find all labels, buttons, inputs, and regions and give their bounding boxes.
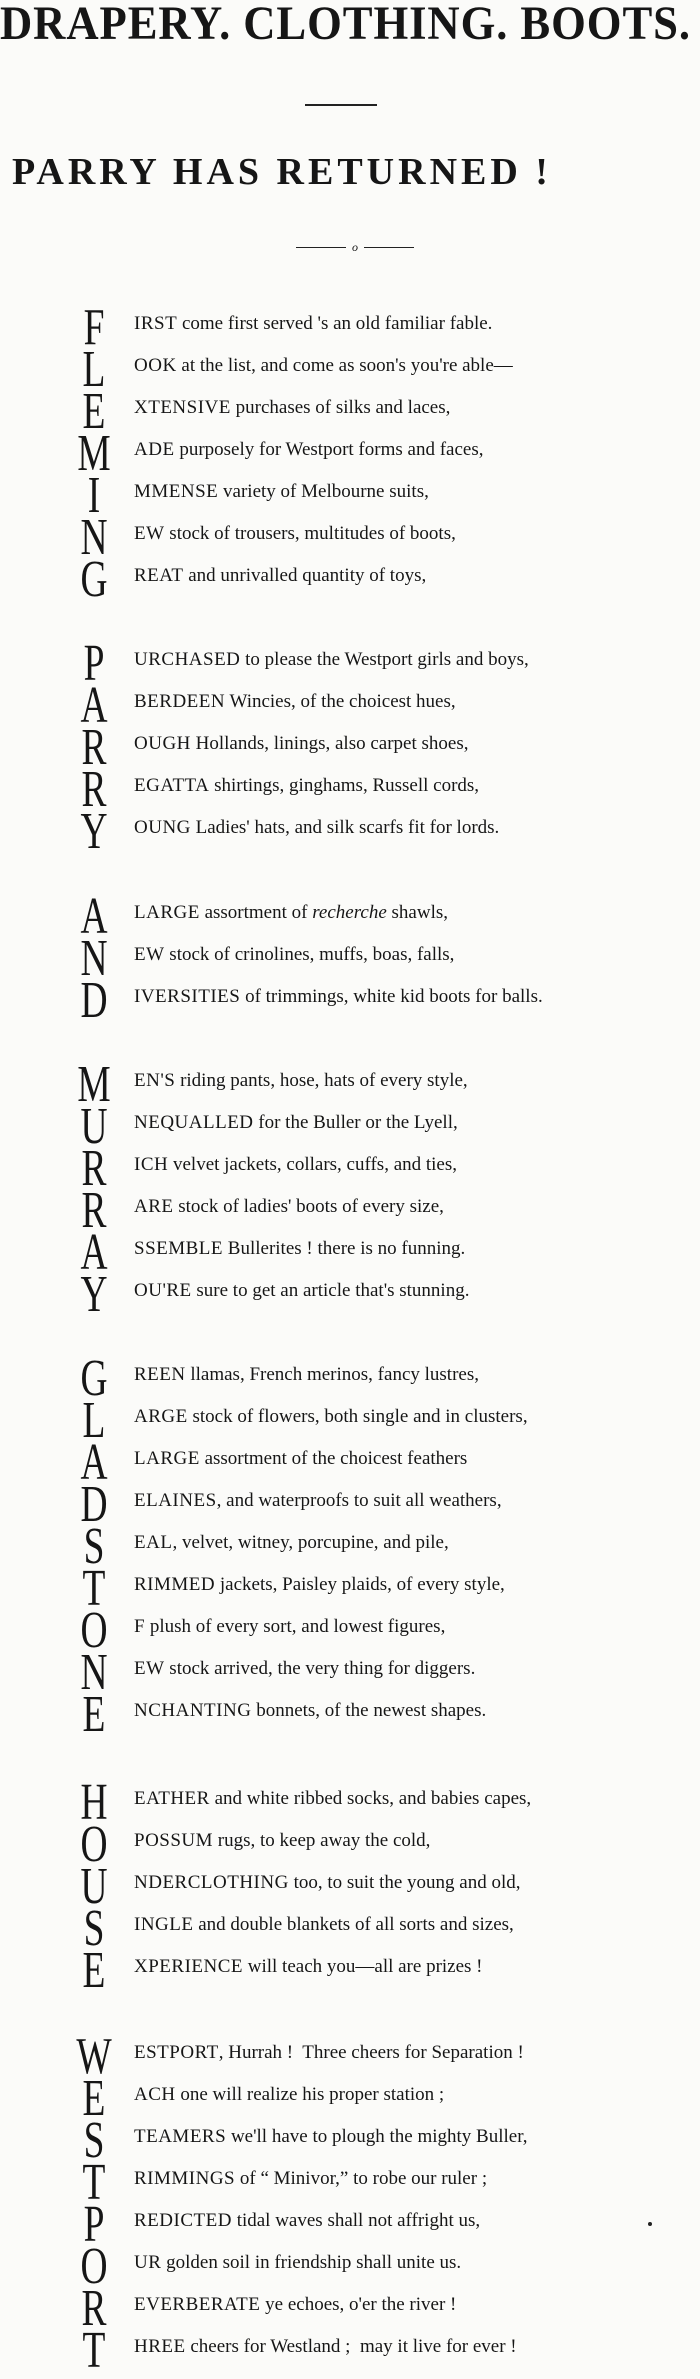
verse-rest: we'll have to plough the mighty Buller, — [226, 2126, 528, 2147]
verse-rest: assortment of the choicest feathers — [199, 1448, 468, 1469]
verse-line — [0, 2112, 700, 2169]
acrostic-initial: S — [83, 2112, 105, 2169]
verse-text — [134, 732, 694, 756]
verse-line — [0, 299, 700, 356]
verse-text — [134, 1237, 694, 1261]
acrostic-initial: T — [82, 2154, 106, 2211]
acrostic-initial: U — [80, 1858, 108, 1915]
verse-rest: , Hurrah ! Three cheers for Separation ! — [218, 2042, 524, 2063]
acrostic-initial: P — [83, 2196, 105, 2253]
verse-caps: UR — [134, 2252, 162, 2273]
verse-line — [0, 1434, 700, 1491]
verse-text — [134, 1615, 694, 1639]
verse-caps: NEQUALLED — [134, 1112, 254, 1133]
verse-rest: ye echoes, o'er the river ! — [260, 2294, 457, 2315]
verse-text — [134, 1699, 694, 1723]
verse-text — [134, 901, 694, 925]
verse-after: shawls, — [386, 902, 449, 923]
acrostic-initial: A — [80, 1434, 108, 1491]
verse-caps: RIMMINGS — [134, 2168, 236, 2189]
verse-rest: bonnets, of the newest shapes. — [251, 1700, 487, 1721]
verse-line — [0, 803, 700, 860]
verse-text — [134, 1657, 694, 1681]
verse-line — [0, 2028, 700, 2085]
verse-caps: EW — [134, 523, 165, 544]
acrostic-initial: G — [80, 1350, 108, 1407]
verse-text — [134, 1447, 694, 1471]
verse-rest: shirtings, ginghams, Russell cords, — [209, 775, 480, 796]
verse-rest: purposely for Westport forms and faces, — [174, 439, 484, 460]
verse-rest: velvet jackets, collars, cuffs, and ties, — [168, 1154, 458, 1175]
acrostic-initial: O — [80, 1816, 108, 1873]
acrostic-initial: T — [82, 2322, 106, 2379]
acrostic-initial: U — [80, 1098, 108, 1155]
verse-text — [134, 1405, 694, 1429]
verse-text — [134, 1153, 694, 1177]
verse-line — [0, 1476, 700, 1533]
verse-caps: XPERIENCE — [134, 1956, 243, 1977]
acrostic-initial: A — [80, 1224, 108, 1281]
verse-line — [0, 1266, 700, 1323]
verse-rest: golden soil in friendship shall unite us. — [161, 2252, 462, 2273]
verse-line — [0, 1644, 700, 1701]
subhead: PARRY HAS RETURNED ! — [12, 151, 552, 193]
verse-text — [134, 1955, 694, 1979]
headline: DRAPERY. CLOTHING. BOOTS. — [0, 0, 692, 50]
verse-rest: cheers for Westland ; may it live for ever ! — [185, 2336, 517, 2357]
verse-caps: ICH — [134, 1154, 169, 1175]
verse-text — [134, 396, 694, 420]
verse-caps: EGATTA — [134, 775, 210, 796]
acrostic-initial: E — [82, 1942, 106, 1999]
verse-caps: ARGE — [134, 1406, 188, 1427]
verse-rest: , and waterproofs to suit all weathers, — [216, 1490, 502, 1511]
verse-text — [134, 1531, 694, 1555]
verse-text — [134, 1829, 694, 1853]
verse-caps: NDERCLOTHING — [134, 1872, 289, 1893]
acrostic-initial: R — [81, 761, 107, 818]
verse-text — [134, 2209, 694, 2233]
verse-line — [0, 2322, 700, 2379]
verse-caps: ELAINES — [134, 1490, 217, 1511]
acrostic-initial: P — [83, 635, 105, 692]
verse-text — [134, 2041, 694, 2065]
acrostic-initial: O — [80, 2238, 108, 2295]
verse-line — [0, 677, 700, 734]
verse-line — [0, 761, 700, 818]
verse-rest: variety of Melbourne suits, — [218, 481, 429, 502]
verse-text — [134, 816, 694, 840]
verse-text — [134, 774, 694, 798]
verse-rest: stock arrived, the very thing for diggers. — [164, 1658, 476, 1679]
acrostic-initial: S — [83, 1518, 105, 1575]
verse-line — [0, 2238, 700, 2295]
acrostic-initial: Y — [80, 1266, 108, 1323]
verse-caps: MMENSE — [134, 481, 219, 502]
verse-caps: OOK — [134, 355, 177, 376]
verse-line — [0, 1224, 700, 1281]
verse-text — [134, 1195, 694, 1219]
verse-text — [134, 480, 694, 504]
verse-caps: ADE — [134, 439, 175, 460]
acrostic-initial: W — [76, 2028, 112, 2085]
acrostic-initial: A — [80, 677, 108, 734]
acrostic-initial: T — [82, 1560, 106, 1617]
verse-text — [134, 690, 694, 714]
verse-text — [134, 1363, 694, 1387]
acrostic-initial: E — [82, 383, 106, 440]
verse-text — [134, 2251, 694, 2275]
verse-rest: Ladies' hats, and silk scarfs fit for lords. — [190, 817, 500, 838]
verse-text — [134, 354, 694, 378]
verse-line — [0, 635, 700, 692]
acrostic-initial: R — [81, 1140, 107, 1197]
verse-caps: EW — [134, 944, 165, 965]
verse-rest: llamas, French merinos, fancy lustres, — [185, 1364, 479, 1385]
acrostic-initial: L — [82, 341, 106, 398]
acrostic-initial: M — [77, 1056, 111, 1113]
acrostic-initial: N — [80, 930, 108, 987]
verse-line — [0, 1056, 700, 1113]
verse-rest: rugs, to keep away the cold, — [213, 1830, 431, 1851]
verse-rest: jackets, Paisley plaids, of every style, — [215, 1574, 505, 1595]
verse-caps: RIMMED — [134, 1574, 216, 1595]
verse-caps: ARE — [134, 1196, 174, 1217]
verse-text — [134, 2167, 694, 2191]
verse-rest: riding pants, hose, hats of every style, — [175, 1070, 468, 1091]
verse-rest: Hollands, linings, also carpet shoes, — [190, 733, 469, 754]
verse-line — [0, 1858, 700, 1915]
verse-caps: TEAMERS — [134, 2126, 227, 2147]
verse-text — [134, 564, 694, 588]
verse-text — [134, 2293, 694, 2317]
verse-text — [134, 522, 694, 546]
verse-caps: REEN — [134, 1364, 186, 1385]
acrostic-and — [0, 888, 700, 1029]
verse-rest: stock of trousers, multitudes of boots, — [164, 523, 456, 544]
verse-rest: stock of ladies' boots of every size, — [173, 1196, 444, 1217]
verse-line — [0, 1518, 700, 1575]
verse-rest: and white ribbed socks, and babies capes, — [209, 1788, 532, 1809]
verse-caps: OU'RE — [134, 1280, 192, 1301]
verse-caps: LARGE — [134, 1448, 200, 1469]
verse-caps: INGLE — [134, 1914, 194, 1935]
verse-caps: XTENSIVE — [134, 397, 231, 418]
verse-caps: IVERSITIES — [134, 986, 241, 1007]
verse-text — [134, 648, 694, 672]
verse-caps: ESTPORT — [134, 2042, 219, 2063]
acrostic-parry — [0, 635, 700, 860]
verse-caps: HREE — [134, 2336, 186, 2357]
verse-caps: POSSUM — [134, 1830, 214, 1851]
acrostic-initial: E — [82, 1686, 106, 1743]
verse-text — [134, 1913, 694, 1937]
verse-text — [134, 1489, 694, 1513]
verse-text — [134, 1871, 694, 1895]
verse-rest: will teach you—all are prizes ! — [243, 1956, 483, 1977]
acrostic-initial: I — [87, 467, 101, 524]
acrostic-initial: N — [80, 509, 108, 566]
verse-italic: recherche — [312, 902, 387, 923]
verse-caps: EAL — [134, 1532, 173, 1553]
verse-caps: EN'S — [134, 1070, 176, 1091]
acrostic-initial: Y — [80, 803, 108, 860]
verse-text — [134, 1787, 694, 1811]
acrostic-initial: D — [80, 1476, 108, 1533]
verse-caps: LARGE — [134, 902, 200, 923]
verse-line — [0, 1686, 700, 1743]
verse-rest: of trimmings, white kid boots for balls. — [240, 986, 543, 1007]
verse-line — [0, 719, 700, 776]
verse-line — [0, 551, 700, 608]
acrostic-gladstone — [0, 1350, 700, 1743]
acrostic-initial: O — [80, 1602, 108, 1659]
verse-line — [0, 383, 700, 440]
verse-text — [134, 312, 694, 336]
acrostic-initial: S — [83, 1900, 105, 1957]
verse-rest: stock of flowers, both single and in clusters, — [187, 1406, 528, 1427]
verse-line — [0, 1816, 700, 1873]
acrostic-initial: M — [77, 425, 111, 482]
acrostic-initial: D — [80, 972, 108, 1029]
verse-caps: OUNG — [134, 817, 191, 838]
acrostic-house — [0, 1774, 700, 1999]
verse-line — [0, 467, 700, 524]
verse-line — [0, 888, 700, 945]
verse-line — [0, 1560, 700, 1617]
acrostic-initial: F — [83, 299, 105, 356]
verse-text — [134, 985, 694, 1009]
verse-rest: sure to get an article that's stunning. — [191, 1280, 470, 1301]
verse-rest: too, to suit the young and old, — [288, 1872, 521, 1893]
verse-text — [134, 2125, 694, 2149]
verse-caps: EVERBERATE — [134, 2294, 261, 2315]
verse-caps: ACH — [134, 2084, 176, 2105]
verse-line — [0, 1392, 700, 1449]
verse-text — [134, 438, 694, 462]
verse-rest: one will realize his proper station ; — [175, 2084, 445, 2105]
acrostic-initial: R — [81, 1182, 107, 1239]
acrostic-initial: R — [81, 2280, 107, 2337]
verse-line — [0, 341, 700, 398]
acrostic-initial: L — [82, 1392, 106, 1449]
verse-line — [0, 1350, 700, 1407]
verse-rest: for the Buller or the Lyell, — [253, 1112, 458, 1133]
verse-rest: of “ Minivor,” to robe our ruler ; — [235, 2168, 488, 2189]
verse-line — [0, 1602, 700, 1659]
verse-line — [0, 425, 700, 482]
verse-caps: SSEMBLE — [134, 1238, 224, 1259]
verse-caps: REAT — [134, 565, 184, 586]
verse-line — [0, 1182, 700, 1239]
verse-text — [134, 1279, 694, 1303]
verse-line — [0, 2154, 700, 2211]
print-speck — [648, 2222, 652, 2226]
verse-line — [0, 1900, 700, 1957]
verse-line — [0, 1140, 700, 1197]
verse-text — [134, 2083, 694, 2107]
acrostic-initial: G — [80, 551, 108, 608]
verse-caps: REDICTED — [134, 2210, 232, 2231]
verse-line — [0, 2196, 700, 2253]
acrostic-initial: R — [81, 719, 107, 776]
verse-rest: and unrivalled quantity of toys, — [183, 565, 427, 586]
verse-caps: EATHER — [134, 1788, 210, 1809]
verse-line — [0, 2070, 700, 2127]
verse-line — [0, 509, 700, 566]
verse-rest: plush of every sort, and lowest figures, — [145, 1616, 446, 1637]
verse-line — [0, 1942, 700, 1999]
verse-caps: BERDEEN — [134, 691, 226, 712]
acrostic-initial: E — [82, 2070, 106, 2127]
verse-rest: come first served 's an old familiar fable. — [177, 313, 493, 334]
acrostic-initial: H — [80, 1774, 108, 1831]
verse-rest: purchases of silks and laces, — [230, 397, 451, 418]
verse-text — [134, 1069, 694, 1093]
divider-mark: o — [352, 240, 358, 254]
acrostic-fleming — [0, 299, 700, 608]
verse-rest: at the list, and come as soon's you're able— — [176, 355, 513, 376]
verse-rest: assortment of — [199, 902, 313, 923]
acrostic-initial: A — [80, 888, 108, 945]
verse-line — [0, 1774, 700, 1831]
verse-caps: OUGH — [134, 733, 191, 754]
verse-rest: tidal waves shall not affright us, — [231, 2210, 481, 2231]
verse-caps: IRST — [134, 313, 178, 334]
verse-text — [134, 1111, 694, 1135]
verse-text — [134, 2335, 694, 2359]
verse-rest: and double blankets of all sorts and sizes, — [193, 1914, 514, 1935]
verse-rest: Wincies, of the choicest hues, — [225, 691, 456, 712]
verse-rest: to please the Westport girls and boys, — [240, 649, 529, 670]
verse-line — [0, 1098, 700, 1155]
verse-caps: NCHANTING — [134, 1700, 252, 1721]
verse-caps: URCHASED — [134, 649, 241, 670]
verse-line — [0, 972, 700, 1029]
verse-rest: stock of crinolines, muffs, boas, falls, — [164, 944, 455, 965]
verse-rest: Bullerites ! there is no funning. — [223, 1238, 466, 1259]
verse-line — [0, 2280, 700, 2337]
verse-text — [134, 943, 694, 967]
verse-caps: EW — [134, 1658, 165, 1679]
acrostic-murray — [0, 1056, 700, 1323]
verse-caps: F — [134, 1616, 146, 1637]
acrostic-initial: N — [80, 1644, 108, 1701]
verse-text — [134, 1573, 694, 1597]
verse-rest: , velvet, witney, porcupine, and pile, — [172, 1532, 449, 1553]
acrostic-westport — [0, 2028, 700, 2379]
verse-line — [0, 930, 700, 987]
